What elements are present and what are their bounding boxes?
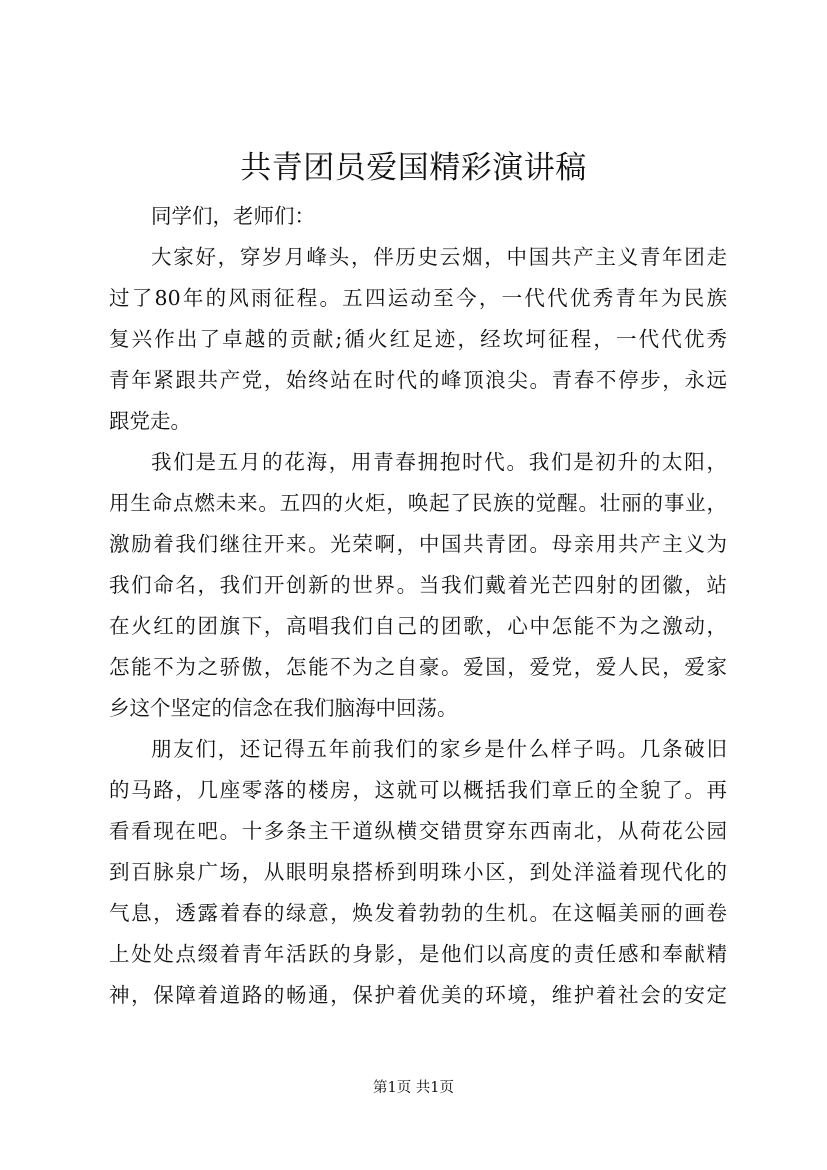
paragraph-3-line: 朋友们，还记得五年前我们的家乡是什么样子吗。几条破旧 (151, 737, 727, 761)
paragraph-1-line: 青年紧跟共产党，始终站在时代的峰顶浪尖。青春不停步，永远 (109, 368, 727, 392)
paragraph-3-line: 到百脉泉广场，从眼明泉搭桥到明珠小区，到处洋溢着现代化的 (109, 860, 727, 884)
paragraph-1-line: 大家好，穿岁月峰头，伴历史云烟，中国共产主义青年团走 (151, 245, 727, 269)
paragraph-3-line: 上处处点缀着青年活跃的身影，是他们以高度的责任感和奉献精 (109, 942, 727, 966)
greeting-line: 同学们，老师们： (151, 204, 315, 228)
paragraph-2-line: 我们是五月的花海，用青春拥抱时代。我们是初升的太阳， (151, 450, 727, 474)
paragraph-1-line: 复兴作出了卓越的贡献;循火红足迹，经坎坷征程，一代代优秀 (109, 327, 727, 351)
document-title: 共青团员爱国精彩演讲稿 (240, 150, 587, 186)
document-body (109, 196, 727, 1016)
paragraph-1-line: 过了80年的风雨征程。五四运动至今，一代代优秀青年为民族 (109, 286, 727, 310)
paragraph-3-line: 看看现在吧。十多条主干道纵横交错贯穿东西南北，从荷花公园 (109, 819, 727, 843)
paragraph-2-line: 我们命名，我们开创新的世界。当我们戴着光芒四射的团徽，站 (109, 573, 727, 597)
paragraph-2-line: 用生命点燃未来。五四的火炬，唤起了民族的觉醒。壮丽的事业， (109, 491, 727, 515)
paragraph-2-line: 怎能不为之骄傲，怎能不为之自豪。爱国，爱党，爱人民，爱家 (109, 655, 727, 679)
paragraph-2-line: 激励着我们继往开来。光荣啊，中国共青团。母亲用共产主义为 (109, 532, 727, 556)
paragraph-3-line: 气息，透露着春的绿意，焕发着勃勃的生机。在这幅美丽的画卷 (109, 901, 727, 925)
paragraph-3-line: 神，保障着道路的畅通，保护着优美的环境，维护着社会的安定 (109, 983, 727, 1007)
paragraph-2-line: 在火红的团旗下，高唱我们自己的团歌，心中怎能不为之激动， (109, 614, 727, 638)
paragraph-3-line: 的马路，几座零落的楼房，这就可以概括我们章丘的全貌了。再 (109, 778, 727, 802)
paragraph-1-line: 跟党走。 (109, 409, 191, 433)
page-number-footer: 第1页 共1页 (372, 1080, 455, 1096)
paragraph-2-line: 乡这个坚定的信念在我们脑海中回荡。 (109, 696, 458, 720)
